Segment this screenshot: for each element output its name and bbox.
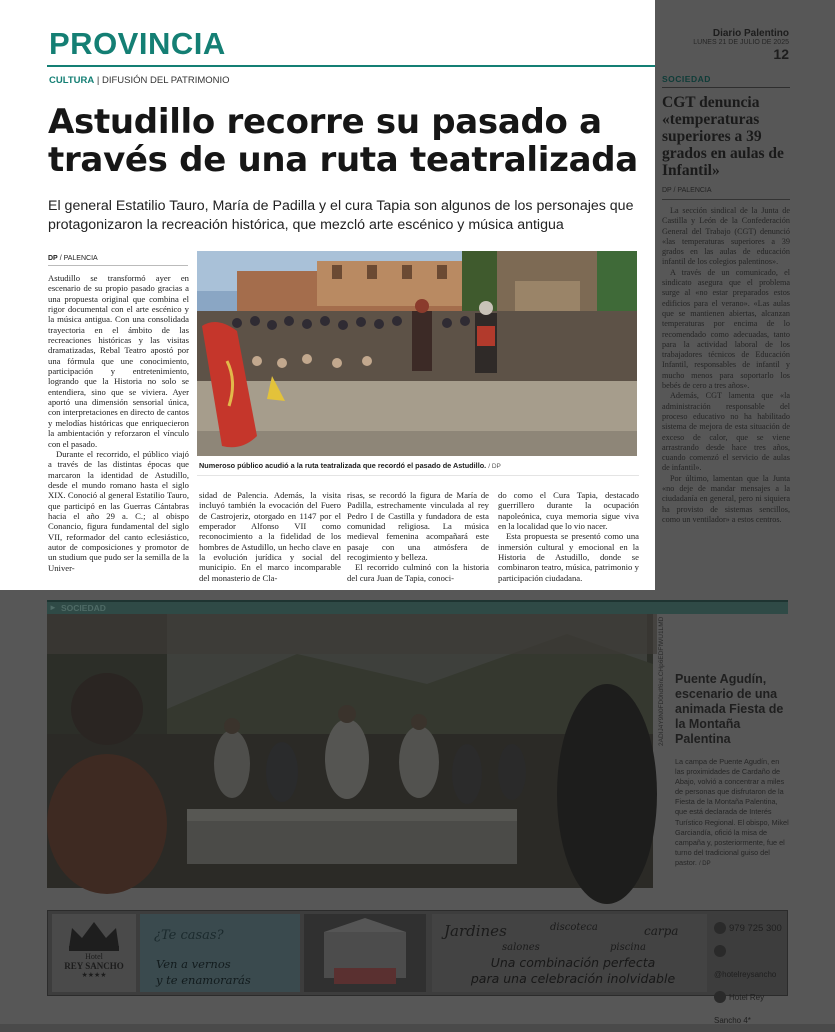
article-column-2 — [199, 490, 341, 583]
article-paragraph: Durante el recorrido, el público viajó a través de las distintas épocas que marcaron la identidad de Astudillo, desde el mundo romano hasta el siglo XIX. Conoció al general Estatilio Tauro, que participó en las Guerras Cántabras hacia el año 29 a. C.; al obispo Conancio, figura fundamental del siglo VII, reformador del canto eclesiástico, autor de composiciones y promotor de un studium que pudo ser la semilla de la Univer- — [48, 448, 189, 573]
mass-photo — [47, 614, 653, 888]
sidebar-paragraph: Por último, lamentan que la Junta «no deje de mandar mensajes a la ciudadanía en general, pero ni siquiera ha provisto de sistemas sencillos, como un ventilador» a estos centros. — [662, 473, 790, 524]
vertical-credit-text — [655, 618, 665, 748]
photo-caption — [199, 461, 639, 470]
byline-separator: / — [59, 255, 64, 262]
section-bar-sociedad — [47, 600, 788, 614]
whatsapp-icon — [714, 922, 726, 934]
article-paragraph: sidad de Palencia. Además, la visita incluyó también la evocación del Fuero de Castrojeriz, otorgado en 1147 por el emperador Alfonso VII como reconocimiento a la fidelidad de los hombres de Astudillo, un hecho clave en la evolución jurídica y social del municipio. En el marco incomparable del monasterio de Cla- — [199, 490, 341, 583]
highlighted-article — [0, 0, 655, 590]
article-column-3 — [347, 490, 489, 583]
kicker-separator: | — [96, 75, 102, 86]
article-subcategory: DIFUSIÓN DEL PATRIMONIO — [101, 75, 230, 86]
sidebar-bottom-headline: Puente Agudín, escenario de una animada Fiesta de la Montaña Palentina — [675, 672, 784, 746]
ad-word-carpa: carpa — [644, 924, 679, 938]
headline-line: Astudillo recorre su pasado a — [48, 102, 602, 142]
hotel-stars: ★★★★ — [81, 972, 107, 979]
ad-instagram — [714, 940, 786, 986]
article-photo — [197, 251, 637, 456]
hotel-name: REY SANCHO — [64, 961, 124, 971]
article-byline — [48, 255, 188, 266]
hotel-advertisement — [47, 910, 788, 1025]
article-paragraph: do como el Cura Tapia, destacado guerrillero durante la ocupación napoleónica, cuya memoria sigue viva en la localidad que lo vio nacer. — [498, 490, 639, 532]
street-theatre-illustration — [197, 251, 637, 456]
ad-word-jardines: Jardines — [444, 922, 507, 940]
ad-phone — [714, 917, 786, 940]
ad-invitation — [156, 956, 251, 988]
ad-venue-illustration — [304, 914, 426, 992]
ad-venue-photo — [304, 914, 426, 992]
ad-word-salones: salones — [502, 942, 540, 953]
newspaper-name: Diario Palentino — [712, 28, 789, 39]
ad-facebook — [714, 986, 786, 1032]
vertical-credit-label: 2ADIJ4Y9N0FD0hdf6nLCHp6EDFfWU1LMD — [658, 616, 665, 746]
article-paragraph: Esta propuesta se presentó como una inmersión cultural y emocional en la Historia de Astudillo, donde se combinaron teatro, música, patrimonio y participación ciudadana. — [498, 531, 639, 583]
sidebar-paragraph: La sección sindical de la Junta de Castilla y León de la Confederación General del Trabajo (CGT) denunció «las temperaturas superiores a 39 grados en las aulas de educación infantil de los colegios palentinos». — [662, 206, 790, 267]
photo-credit: / DP — [488, 463, 501, 470]
sidebar-bottom-credit: / DP — [698, 860, 711, 867]
sidebar-body — [662, 206, 790, 525]
page-number: 12 — [773, 46, 789, 62]
instagram-icon — [714, 945, 726, 957]
facebook-icon — [714, 991, 726, 1003]
article-category: CULTURA — [49, 75, 95, 86]
sidebar-bottom-body — [675, 757, 790, 869]
ad-question: ¿Te casas? — [154, 928, 224, 943]
ad-word-piscina: piscina — [610, 942, 646, 953]
article-paragraph: El recorrido culminó con la historia del cura Juan de Tapia, conoci- — [347, 562, 489, 583]
ad-word-discoteca: discoteca — [550, 922, 598, 933]
sidebar-paragraph: Además, CGT lamenta que «la administración responsable del proceso educativo no ha habilitado sistema de mejora de esta situación de exceso de calor, que se viene arrastrando desde hace tres años, cuando comenzó el servicio de aulas de infantil». — [662, 391, 790, 473]
section-title: PROVINCIA — [49, 26, 226, 61]
article-headline — [48, 103, 648, 179]
ad-wedding-panel — [140, 914, 300, 992]
ad-facebook-name: Hotel Rey Sancho 4* — [714, 993, 765, 1025]
masthead — [664, 28, 789, 62]
mass-photo-illustration — [47, 614, 653, 888]
publication-date: LUNES 21 DE JULIO DE 2025 — [693, 39, 789, 46]
sidebar-article-puente-agudin — [675, 672, 790, 869]
sidebar-article-cgt — [662, 74, 790, 525]
caption-divider — [197, 475, 639, 476]
photo-caption-text: Numeroso público acudió a la ruta teatralizada que recordó el pasado de Astudillo. — [199, 461, 487, 470]
crown-icon — [64, 918, 124, 952]
sidebar-section-label: SOCIEDAD — [662, 74, 790, 88]
sidebar-bottom-text: La campa de Puente Agudín, en las proximidades de Cardaño de Abajo, volvió a concentrar a miles de personas que disfrutaron de la Fiesta de la Montaña Palentina, que está declarada de Interés Turístico Regional. El obispo, Mikel Garciandía, ofició la misa de campaña y, posteriormente, fue el turno del tradicional guiso del pastor. — [675, 757, 789, 867]
article-column-4 — [498, 490, 639, 583]
ad-contact-info — [714, 917, 786, 1032]
byline-place: PALENCIA — [63, 255, 98, 262]
article-kicker — [49, 75, 230, 86]
section-rule — [47, 65, 655, 67]
hotel-logo — [52, 914, 136, 992]
ad-invitation-line: y te enamorarás — [156, 973, 251, 987]
article-paragraph: Astudillo se transformó ayer en escenario de su propio pasado gracias a una propuesta original que combina el rigor documental con el arte escénico y la música antigua. Con una consolidada trayectoria en el ámbito de las recreaciones históricas y las visitas dramatizadas, Rebal Teatro apostó por una fórmula que une conocimiento, participación y entretenimiento, logrando que la Historia no solo se entendiera, sino que se viviera. Ayer aportó una dimensión sensorial única, con interpretaciones en directo de cantos y melodías históricas que enriquecieron la ambientación y reforzaron el vínculo con el pasado. — [48, 273, 189, 449]
hotel-word: Hotel — [85, 952, 103, 961]
section-bar-label: SOCIEDAD — [61, 603, 106, 613]
vertical-credit-svg — [655, 618, 665, 748]
headline-line: través de una ruta teatralizada — [48, 140, 638, 180]
ad-phone-number: 979 725 300 — [729, 923, 782, 934]
article-paragraph: risas, se recordó la figura de María de Padilla, estrechamente vinculada al rey Pedro I de Castilla y fundadora de esta comunidad religiosa. La música medieval femenina acompañará este pasaje con una atmósfera de recogimiento y belleza. — [347, 490, 489, 563]
sidebar-paragraph: A través de un comunicado, el sindicato asegura que el problema surge al «no estar preparados estos edificios para el verano». «Las aulas que se mantienen abiertas, alcanzan temperaturas por encima de lo recomendado como adecuadas, tanto para la actividad laboral de los trabajadores técnicos de Educación Infantil, responsables de infantil y mucho menos para soportarlo los bebés de cero a tres años». — [662, 267, 790, 391]
ad-instagram-handle: @hotelreysancho — [714, 970, 777, 979]
article-lead: El general Estatilio Tauro, María de Padilla y el cura Tapia son algunos de los personajes que protagonizaron la recreación histórica, que mezcló arte escénico y música antigua — [48, 198, 634, 233]
ad-slogan-line: para una celebración inolvidable — [470, 971, 676, 986]
ad-amenities-panel — [432, 914, 707, 992]
ad-slogan — [468, 955, 678, 987]
chevron-right-icon: ► — [49, 603, 57, 612]
byline-agency: DP — [48, 255, 58, 262]
article-column-1 — [48, 273, 189, 573]
ad-slogan-line: Una combinación perfecta — [490, 955, 656, 970]
ad-invitation-line: Ven a vernos — [156, 957, 231, 971]
sidebar-byline: DP / PALENCIA — [662, 187, 790, 200]
sidebar-headline: CGT denuncia «temperaturas superiores a 39 grados en aulas de Infantil» — [662, 94, 784, 179]
